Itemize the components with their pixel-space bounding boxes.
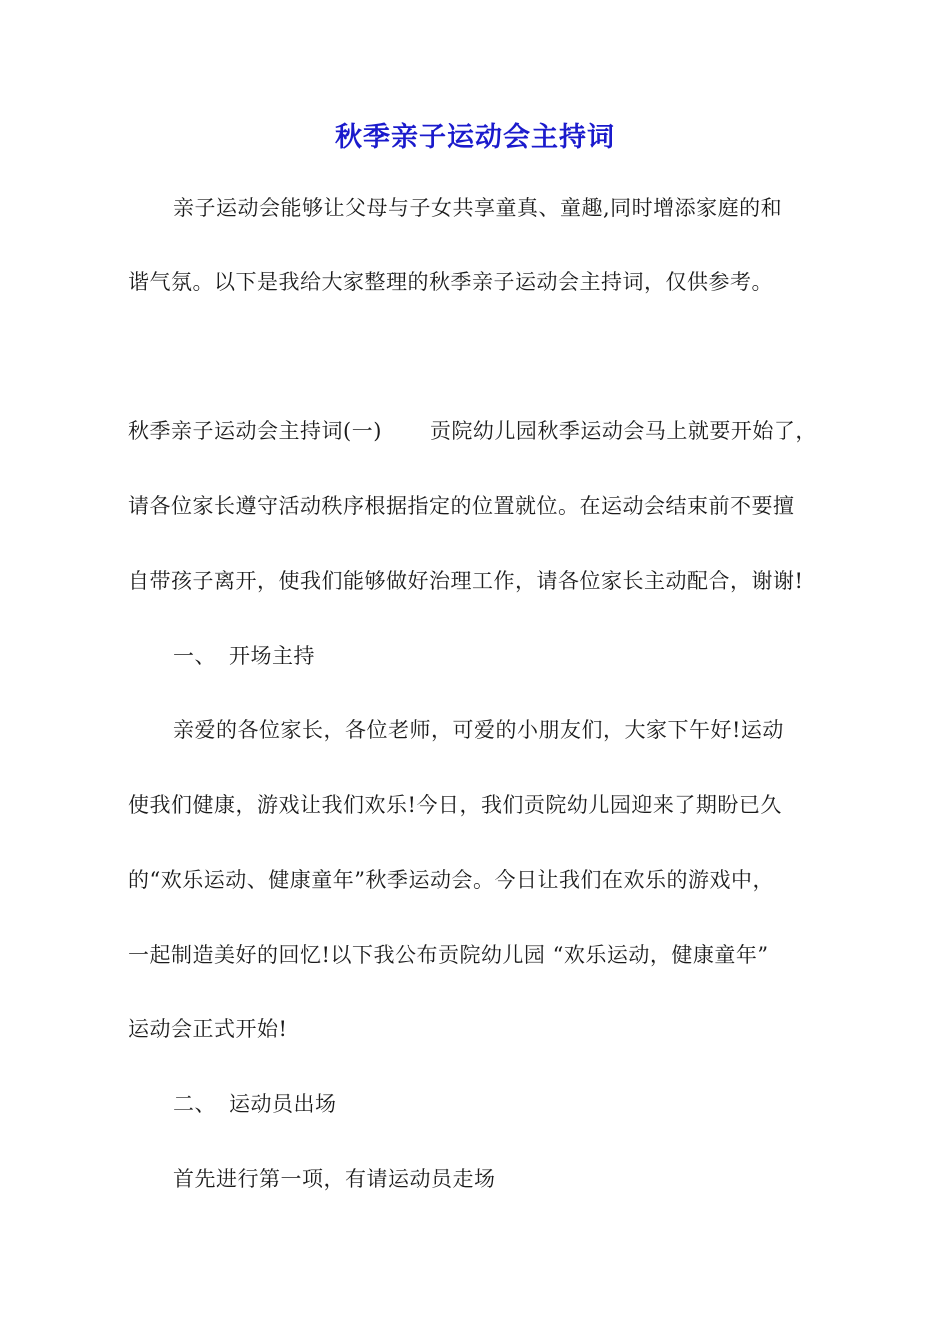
intro-line-1: 亲子运动会能够让父母与子女共享童真、童趣,同时增添家庭的和 <box>173 196 783 220</box>
section-line-3: 自带孩子离开，使我们能够做好治理工作，请各位家长主动配合，谢谢! <box>128 569 804 593</box>
section-line-2: 请各位家长遵守活动秩序根据指定的位置就位。在运动会结束前不要擅 <box>128 494 795 518</box>
opening-line-2: 使我们健康，游戏让我们欢乐!今日，我们贡院幼儿园迎来了期盼已久 <box>128 793 782 817</box>
section-first-line <box>128 416 817 446</box>
opening-line-4: 一起制造美好的回忆!以下我公布贡院幼儿园 “欢乐运动，健康童年” <box>128 943 769 967</box>
heading-opening <box>173 641 315 671</box>
section-title: 秋季亲子运动会主持词(一) <box>128 419 382 443</box>
heading-athletes-number: 二、 <box>173 1092 216 1116</box>
heading-opening-text: 开场主持 <box>229 644 315 668</box>
opening-line-3: 的“欢乐运动、健康童年”秋季运动会。今日让我们在欢乐的游戏中， <box>128 868 774 892</box>
intro-line-2: 谐气氛。以下是我给大家整理的秋季亲子运动会主持词，仅供参考。 <box>128 270 773 294</box>
heading-athletes <box>173 1089 337 1119</box>
opening-line-1: 亲爱的各位家长，各位老师，可爱的小朋友们，大家下午好!运动 <box>173 718 784 742</box>
heading-athletes-text: 运动员出场 <box>229 1092 337 1116</box>
section-line-1: 贡院幼儿园秋季运动会马上就要开始了， <box>429 419 817 443</box>
document-title: 秋季亲子运动会主持词 <box>335 122 615 153</box>
athletes-line: 首先进行第一项，有请运动员走场 <box>173 1167 496 1191</box>
heading-opening-number: 一、 <box>173 644 216 668</box>
opening-line-5: 运动会正式开始! <box>128 1017 288 1041</box>
